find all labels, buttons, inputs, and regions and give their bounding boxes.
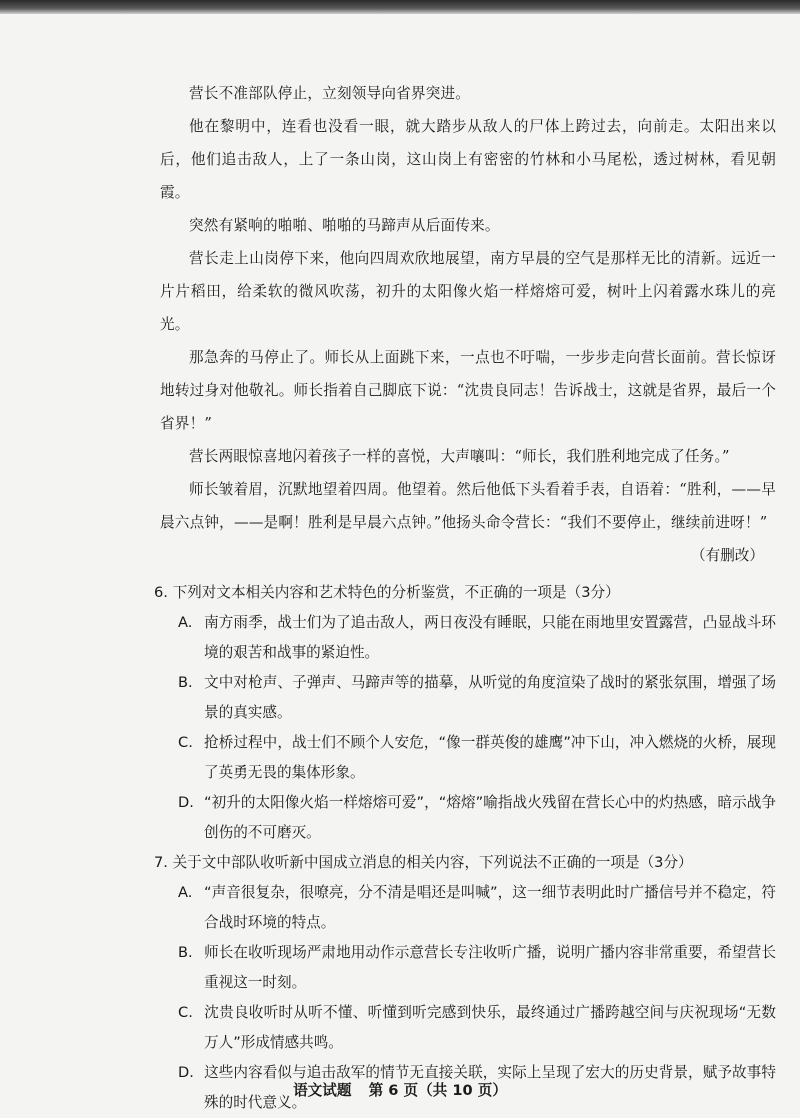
question-7-option-b [178, 938, 776, 998]
question-6-option-a [178, 608, 776, 668]
page-footer [0, 1079, 800, 1103]
question-6-option-c [178, 728, 776, 788]
footer-subject: 语文试题 [293, 1082, 352, 1099]
question-6-option-d [178, 788, 776, 848]
option-text: “初升的太阳像火焰一样熔熔可爱”，“熔熔”喻指战火残留在营长心中的灼热感，暗示战争创伤的不可磨灭。 [204, 794, 776, 841]
option-text: 师长在收听现场严肃地用动作示意营长专注收听广播，说明广播内容非常重要，希望营长重视这一时刻。 [204, 944, 776, 991]
option-letter: B. [178, 944, 193, 961]
option-letter: A. [178, 884, 193, 901]
passage-edit-note: （有删改） [691, 547, 764, 564]
passage-paragraph-2: 他在黎明中，连看也没看一眼，就大踏步从敌人的尸体上跨过去，向前走。太阳出来以后，他们追击敌人，上了一条山岗，这山岗上有密密的竹林和小马尾松，透过树林，看见朝霞。 [160, 118, 776, 201]
option-text: 抢桥过程中，战士们不顾个人安危，“像一群英俊的雄鹰”冲下山，冲入燃烧的火桥，展现了英勇无畏的集体形象。 [204, 734, 776, 781]
question-7-stem: 7. 关于文中部队收听新中国成立消息的相关内容，下列说法不正确的一项是（3分） [154, 854, 693, 871]
option-letter: C. [178, 1004, 193, 1021]
option-text: 文中对枪声、子弹声、马蹄声等的描摹，从听觉的角度渲染了战时的紧张氛围，增强了场景的真实感。 [204, 674, 776, 721]
question-6-option-b [178, 668, 776, 728]
question-7-option-c [178, 998, 776, 1058]
option-letter: A. [178, 614, 193, 631]
passage-paragraph-4: 营长走上山岗停下来，他向四周欢欣地展望，南方早晨的空气是那样无比的清新。远近一片片稻田，给柔软的微风吹荡，初升的太阳像火焰一样熔熔可爱，树叶上闪着露水珠儿的亮光。 [160, 250, 776, 333]
option-text: 这些内容看似与追击敌军的情节无直接关联，实际上呈现了宏大的历史背景，赋予故事特殊的时代意义。 [204, 1064, 776, 1111]
passage-paragraph-1: 营长不准部队停止，立刻领导向省界突进。 [189, 85, 471, 102]
option-letter: B. [178, 674, 193, 691]
question-7-option-a [178, 878, 776, 938]
footer-page-number: 第 6 页（共 10 页） [368, 1082, 507, 1099]
passage-paragraph-3: 突然有紧响的啪啪、啪啪的马蹄声从后面传来。 [189, 217, 500, 234]
passage-paragraph-7: 师长皱着眉，沉默地望着四周。他望着。然后他低下头看着手表，自语着：“胜利，——早晨六点钟，——是啊！胜利是早晨六点钟。”他扬头命令营长：“我们不要停止，继续前进呀！” [160, 481, 776, 531]
option-text: “声音很复杂，很嘹亮，分不清是唱还是叫喊”，这一细节表明此时广播信号并不稳定，符合战时环境的特点。 [204, 884, 776, 931]
option-letter: C. [178, 734, 193, 751]
passage-paragraph-5: 那急奔的马停止了。师长从上面跳下来，一点也不吁喘，一步步走向营长面前。营长惊讶地转过身对他敬礼。师长指着自己脚底下说：“沈贵良同志！告诉战士，这就是省界，最后一个省界！” [160, 349, 776, 432]
option-text: 南方雨季，战士们为了追击敌人，两日夜没有睡眠，只能在雨地里安置露营，凸显战斗环境的艰苦和战事的紧迫性。 [204, 614, 776, 661]
question-6-stem: 6. 下列对文本相关内容和艺术特色的分析鉴赏，不正确的一项是（3分） [154, 584, 620, 601]
option-letter: D. [178, 1064, 194, 1081]
option-letter: D. [178, 794, 194, 811]
option-text: 沈贵良收听时从听不懂、听懂到听完感到快乐，最终通过广播跨越空间与庆祝现场“无数万人”形成情感共鸣。 [204, 1004, 776, 1051]
passage-paragraph-6: 营长两眼惊喜地闪着孩子一样的喜悦，大声嚷叫：“师长，我们胜利地完成了任务。” [189, 448, 730, 465]
